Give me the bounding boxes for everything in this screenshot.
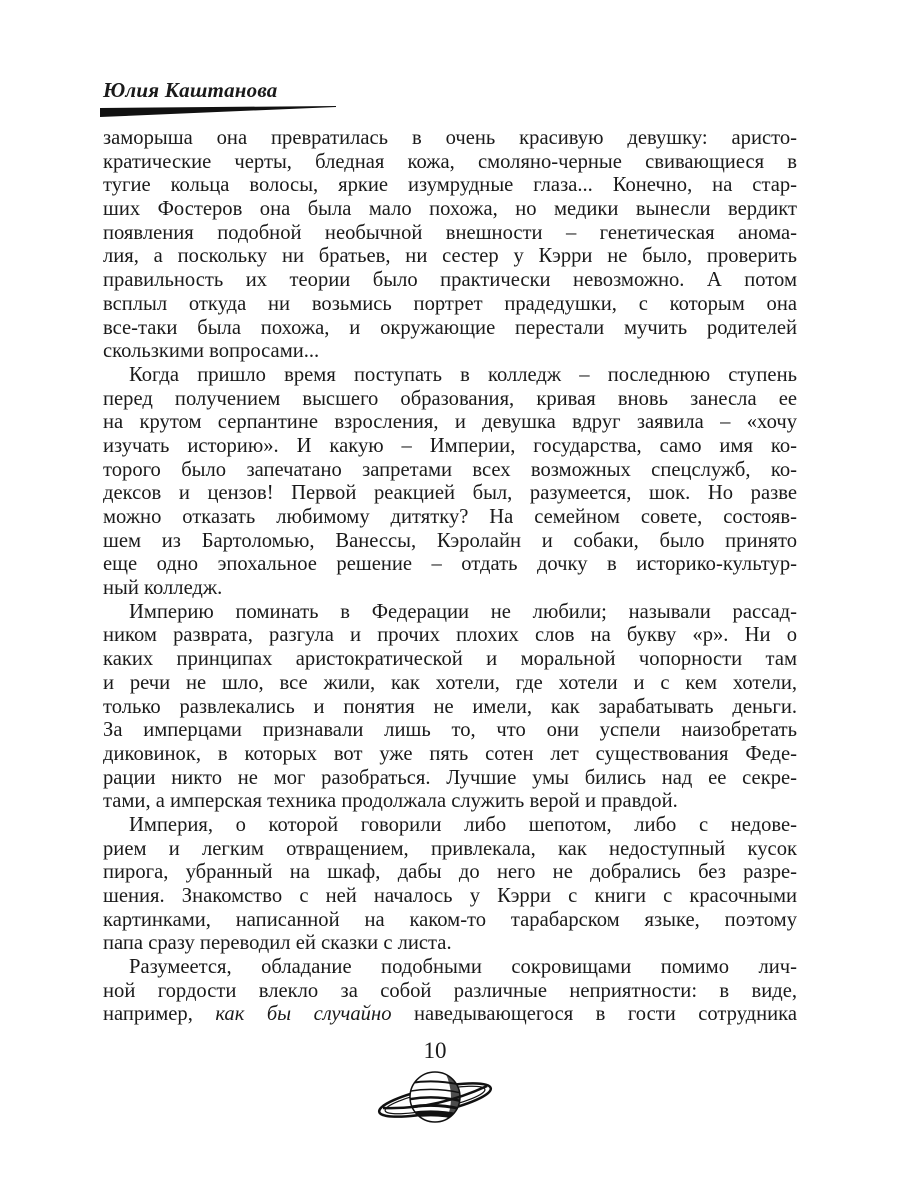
text-line: ный колледж. bbox=[103, 577, 223, 600]
text-line: еще одно эпохальное решение – отдать дочку в историко-культур- bbox=[103, 553, 797, 576]
text-line: ших Фостеров она была мало похожа, но медики вынесли вердикт bbox=[103, 198, 797, 221]
text-line: всплыл откуда ни возьмись портрет прадедушки, с которым она bbox=[103, 292, 797, 315]
text-line: можно отказать любимому дитятку? На семейном совете, состояв- bbox=[103, 506, 797, 528]
text-line: скользкими вопросами... bbox=[103, 340, 320, 363]
text-line: все-таки была похожа, и окружающие перестали мучить родителей bbox=[103, 316, 797, 339]
text-line: ной гордости влекло за собой различные неприятности: в виде, bbox=[103, 979, 797, 1002]
text-line: картинками, написанной на каком-то тарабарском языке, поэтому bbox=[103, 908, 797, 931]
text-line: рием и легким отвращением, привлекала, как недоступный кусок bbox=[103, 837, 797, 860]
page-number: 10 bbox=[423, 1038, 447, 1063]
text-line: Когда пришло время поступать в колледж – последнюю ступень bbox=[129, 363, 797, 386]
saturn-icon bbox=[375, 1062, 495, 1132]
text-line: Разумеется, обладание подобными сокровищами помимо лич- bbox=[129, 956, 797, 979]
italic-emphasis: как бы случайно bbox=[215, 1003, 392, 1026]
text-line: пирога, убранный на шкаф, дабы до него не добрались без разре- bbox=[103, 861, 797, 884]
text-line bbox=[103, 1003, 797, 1027]
text-line: диковинок, в которых вот уже пять сотен лет существования Феде- bbox=[103, 742, 797, 765]
text-line: и речи не шло, все жили, как хотели, где хотели и с кем хотели, bbox=[103, 671, 797, 694]
running-header-author: Юлия Каштанова bbox=[103, 78, 278, 102]
text-line: кратические черты, бледная кожа, смоляно-черные свивающиеся в bbox=[103, 150, 797, 173]
text-line: торого было запечатано запретами всех возможных спецслужб, ко- bbox=[103, 458, 797, 481]
text-line: заморыша она превратилась в очень красивую девушку: аристо- bbox=[103, 127, 797, 149]
text-line: шения. Знакомство с ней началось у Кэрри с книги с красочными bbox=[103, 885, 797, 907]
text-segment: наведывающегося в гости сотрудника bbox=[391, 1003, 798, 1026]
text-line: тами, а имперская техника продолжала служить верой и правдой. bbox=[103, 790, 678, 813]
text-line: на крутом серпантине взросления, и девушка вдруг заявила – «хочу bbox=[103, 411, 797, 434]
text-line: лия, а поскольку ни братьев, ни сестер у Кэрри не было, проверить bbox=[103, 245, 797, 268]
text-line: тугие кольца волосы, яркие изумрудные глаза... Конечно, на стар- bbox=[103, 174, 797, 197]
text-line: папа сразу переводил ей сказки с листа. bbox=[103, 932, 452, 955]
text-line: изучать историю». И какую – Империи, государства, само имя ко- bbox=[103, 434, 797, 457]
body-text bbox=[103, 127, 797, 1027]
text-line: шем из Бартоломью, Ванессы, Кэролайн и собаки, было принято bbox=[103, 529, 797, 552]
text-line: Империю поминать в Федерации не любили; называли рассад- bbox=[129, 600, 797, 623]
text-line: правильность их теории было практически невозможно. А потом bbox=[103, 269, 797, 292]
text-line: рации никто не мог разобраться. Лучшие умы бились над ее секре- bbox=[103, 766, 797, 789]
text-line: перед получением высшего образования, кривая вновь занесла ее bbox=[103, 387, 797, 410]
text-line: появления подобной необычной внешности – генетическая анома- bbox=[103, 221, 797, 244]
text-line: За имперцами признавали лишь то, что они успели наизобретать bbox=[103, 719, 797, 742]
text-line: ником разврата, разгула и прочих плохих слов на букву «р». Ни о bbox=[103, 624, 797, 647]
text-line: каких принципах аристократической и моральной чопорности там bbox=[103, 648, 797, 671]
header-rule-divider bbox=[100, 106, 340, 118]
text-line: дексов и цензов! Первой реакцией был, разумеется, шок. Но разве bbox=[103, 482, 797, 505]
text-line: только развлекались и понятия не имели, как зарабатывать деньги. bbox=[103, 695, 797, 718]
text-line: Империя, о которой говорили либо шепотом, либо с недове- bbox=[129, 813, 797, 836]
text-segment: например, bbox=[103, 1003, 216, 1026]
